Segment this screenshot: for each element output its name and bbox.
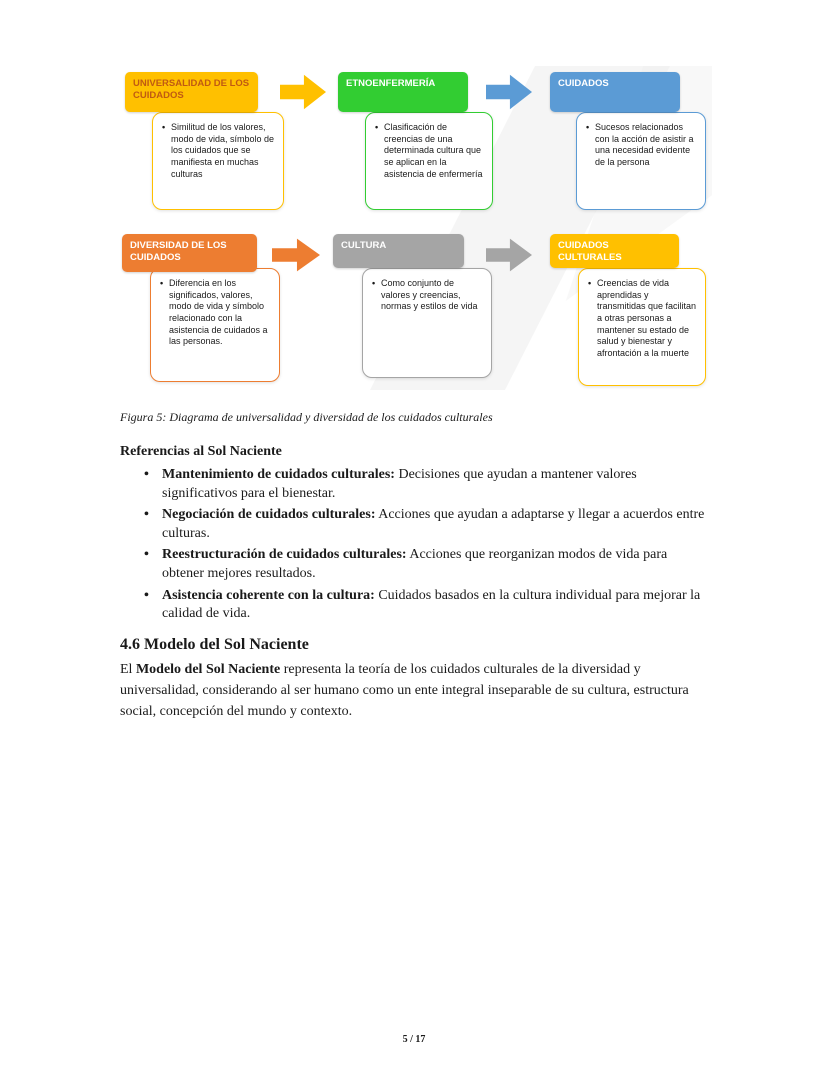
flow-arrow-right-icon — [280, 74, 326, 110]
paragraph-pre: El — [120, 661, 133, 677]
box-body-diversidad — [150, 268, 280, 382]
section-heading-referencias: Referencias al Sol Naciente — [120, 444, 282, 459]
diagram-bullet-text: • Sucesos relacionados con la acción de asistir a una necesidad evidente de la persona — [586, 122, 697, 169]
list-item-text: Acciones que reorganizan modos de vida para obtener mejores resultados. — [162, 547, 668, 582]
diagram-bullet-text: • Similitud de los valores, modo de vida, símbolo de los cuidados que se manifiesta en muchas culturas — [162, 122, 275, 180]
diagram-bullet-text: • Clasificación de creencias de una determinada cultura que se aplican en la asistencia de enfermería — [375, 122, 484, 180]
box-body-cultura — [362, 268, 492, 378]
box-body-universalidad — [152, 112, 284, 210]
diagram-bullet-text: • Como conjunto de valores y creencias, normas y estilos de vida — [372, 278, 483, 313]
page-number: 5 / 17 — [402, 1034, 426, 1045]
figure-caption: Figura 5: Diagrama de universalidad y diversidad de los cuidados culturales — [120, 410, 493, 424]
list-item-text: Cuidados basados en la cultura individual para mejorar la calidad de vida. — [162, 587, 701, 622]
list-item-lead: Reestructuración de cuidados culturales: — [162, 547, 407, 563]
document-body — [120, 444, 710, 722]
list-item — [120, 587, 710, 624]
diagram-bullet-text: • Diferencia en los significados, valores, modo de vida y símbolo relacionado con la asistencia de cuidados a las personas. — [160, 278, 271, 348]
list-item — [120, 506, 710, 543]
box-header-cultura: CULTURA — [333, 234, 464, 268]
list-item-lead: Negociación de cuidados culturales: — [162, 507, 376, 523]
box-header-cuidados-culturales: CUIDADOS CULTURALES — [550, 234, 679, 268]
box-body-cuidados-culturales — [578, 268, 706, 386]
list-item — [120, 546, 710, 583]
paragraph-post: representa la teoría de los cuidados culturales de la diversidad y universalidad, considerando al ser humano como un ente integral inseparable de su cultura, estructura social, concepción del mundo y contexto. — [120, 661, 689, 719]
list-item — [120, 466, 710, 503]
diagram-bullet-text: • Creencias de vida aprendidas y transmitidas que facilitan a otras personas a mantener su estado de salud y bienestar y afrontación a la muerte — [588, 278, 697, 360]
paragraph-bold: Modelo del Sol Naciente — [135, 661, 281, 677]
box-header-etnoenfermeria: ETNOENFERMERÍA — [338, 72, 468, 112]
cultural-care-diagram — [120, 66, 712, 390]
flow-arrow-right-icon — [272, 238, 320, 272]
heading-modelo-sol-naciente: 4.6 Modelo del Sol Naciente — [120, 635, 309, 653]
list-item-lead: Asistencia coherente con la cultura: — [162, 587, 375, 603]
box-header-diversidad: DIVERSIDAD DE LOS CUIDADOS — [122, 234, 257, 272]
paragraph-modelo — [120, 659, 710, 722]
list-item-lead: Mantenimiento de cuidados culturales: — [162, 467, 395, 482]
box-header-cuidados: CUIDADOS — [550, 72, 680, 112]
list-item-text: Acciones que ayudan a adaptarse y llegar a acuerdos entre culturas. — [162, 507, 705, 541]
box-header-universalidad: UNIVERSALIDAD DE LOS CUIDADOS — [125, 72, 258, 112]
box-body-cuidados — [576, 112, 706, 210]
references-list — [120, 466, 710, 624]
list-item-text: Decisiones que ayudan a mantener valores significativos para el bienestar. — [162, 467, 637, 501]
box-body-etnoenfermeria — [365, 112, 493, 210]
